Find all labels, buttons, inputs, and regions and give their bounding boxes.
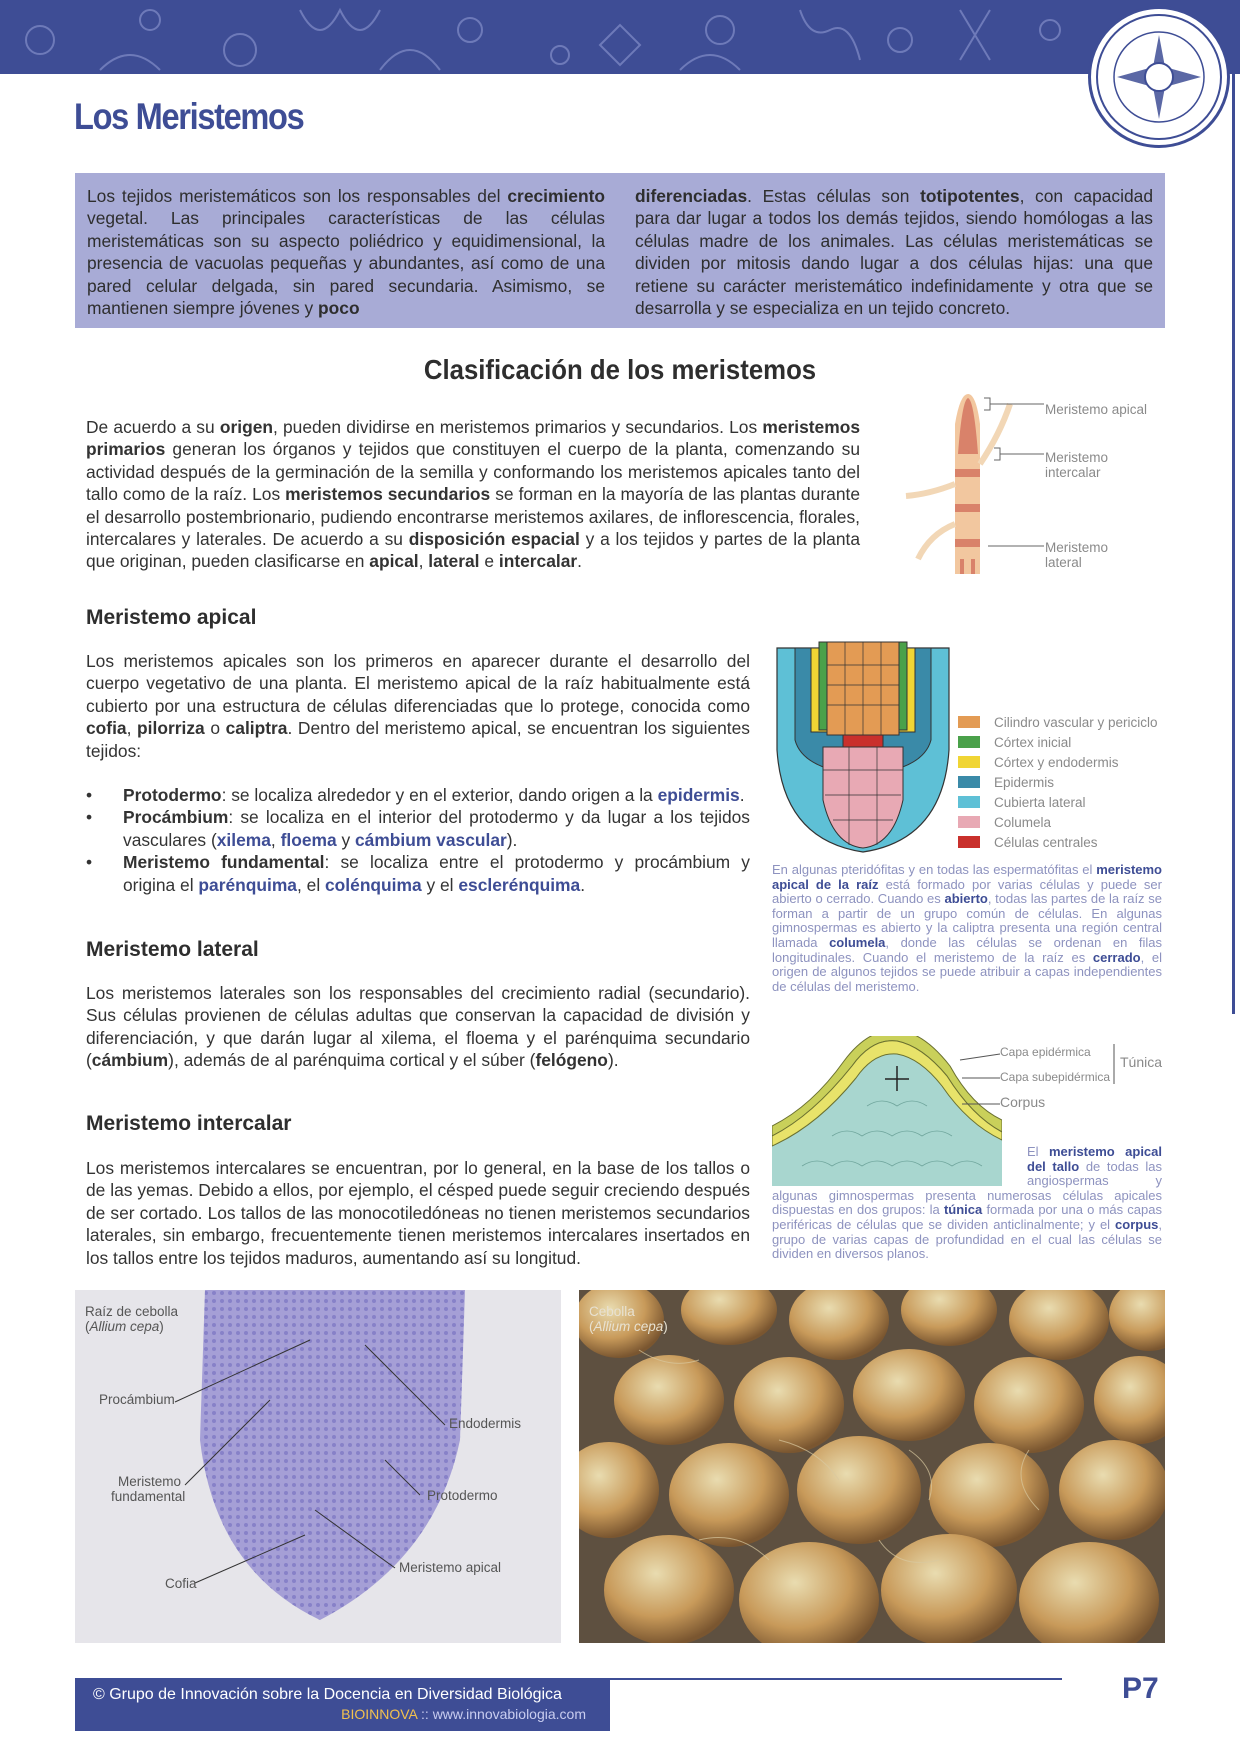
onion-photo	[579, 1290, 1165, 1643]
section-title: Clasificación de los meristemos	[423, 354, 817, 385]
legend-swatch	[958, 776, 980, 788]
list-item: • Protodermo: se localiza alrededor y en el exterior, dando origen a la epidermis.	[86, 784, 750, 806]
onion-image	[579, 1290, 1165, 1643]
footer-rule	[610, 1678, 1062, 1680]
legend-item: Cilindro vascular y periciclo	[958, 712, 1158, 732]
caption-spacer	[772, 1145, 1027, 1187]
footer-brand-line: BIOINNOVA :: www.innovabiologia.com	[341, 1706, 586, 1722]
list-item: • Procámbium: se localiza en el interior del protodermo y da lugar a los tejidos vasculares (xilema, floema y cámbium vascular).	[86, 806, 750, 851]
label-meristemo-intercalar: Meristemo intercalar	[1045, 450, 1109, 480]
label-cofia: Cofia	[165, 1576, 197, 1591]
footer-copyright: © Grupo de Innovación sobre la Docencia en Diversidad Biológica	[93, 1686, 562, 1703]
intercalar-heading: Meristemo intercalar	[86, 1112, 292, 1135]
legend-item: Cubierta lateral	[958, 792, 1158, 812]
lateral-paragraph: Los meristemos laterales son los responsables del crecimiento radial (secundario). Sus células provienen de células adultas que conservan la capacidad de división y diferenciación, y que darán lugar al xilema, el floema y el parénquima secundario (cámbium), además de al parénquima cortical y el súber (felógeno).	[86, 983, 750, 1071]
label-procambium: Procámbium	[99, 1392, 175, 1407]
page-number: P7	[1122, 1672, 1159, 1705]
legend-item: Células centrales	[958, 832, 1158, 852]
photo1-title: Raíz de cebolla (Allium cepa)	[85, 1304, 179, 1334]
micrograph-image	[75, 1290, 561, 1643]
lateral-heading: Meristemo lateral	[86, 938, 259, 961]
apical-heading: Meristemo apical	[86, 606, 257, 629]
legend-swatch	[958, 836, 980, 848]
label-meristemo-apical: Meristemo apical	[1045, 402, 1148, 417]
right-edge-bar	[1232, 74, 1235, 1014]
label-tunica: Túnica	[1120, 1054, 1163, 1070]
label-meristemo-fundamental: Meristemo fundamental	[111, 1474, 186, 1504]
root-legend	[958, 712, 1158, 852]
legend-item: Córtex y endodermis	[958, 752, 1158, 772]
apical-paragraph: Los meristemos apicales son los primeros en aparecer durante el desarrollo del cuerpo vegetativo de una planta. El meristemo apical de la raíz habitualmente está cubierto por una estructura de células diferenciadas que lo protege, conocida como cofia, pilorriza o caliptra. Dentro del meristemo apical, se encuentran los siguientes tejidos:	[86, 651, 750, 761]
tissue-list	[86, 784, 750, 896]
root-caption: En algunas pteridófitas y en todas las espermatófitas el meristemo apical de la raíz está formado por varias células y puede ser abierto o cerrado. Cuando es abierto, todas las partes de la raíz se forman a partir de un grupo común de células. En algunas gimnospermas es abierto y la caliptra presenta una región central llamada columela, donde las células se ordenan en filas longitudinales. Cuando el meristemo de la raíz es cerrado, el origen de algunos tejidos se puede atribuir a capas independientes de células del meristemo.	[772, 862, 1163, 994]
list-item: • Meristemo fundamental: se localiza entre el protodermo y procámbium y origina el parénquima, el colénquima y el esclerénquima.	[86, 851, 750, 896]
label-meristemo-apical-photo: Meristemo apical	[399, 1560, 502, 1575]
label-capa-epidermica: Capa epidérmica	[1000, 1045, 1091, 1059]
footer-box	[75, 1678, 610, 1731]
intro-left: Los tejidos meristemáticos son los responsables del crecimiento vegetal. Las principales características de las células meristemáticas son su aspecto poliédrico y equidimensional, la presencia de vacuolas pequeñas y abundantes, así como de una pared celular delgada, sin pared secundaria. Asimismo, se mantienen siempre jóvenes y poco	[87, 186, 605, 319]
stem-caption: El meristemo apical del tallo de todas las angiospermas y algunas gimnospermas presenta numerosas células apicales dispuestas en dos grupos: la túnica formada por una o más capas periféricas de células que se dividen anticlinalmente; y el corpus, grupo de varias capas de profundidad en el cual las células se dividen en diversos planos.	[772, 1144, 1163, 1262]
header-banner	[0, 0, 1240, 74]
label-protodermo: Protodermo	[427, 1488, 498, 1503]
label-capa-subepidermica: Capa subepidérmica	[1000, 1070, 1111, 1084]
intercalar-paragraph: Los meristemos intercalares se encuentran, por lo general, en la base de los tallos o de las yemas. Debido a ellos, por ejemplo, el césped puede seguir creciendo después de ser cortado. Los tallos de las monocotiledóneas no tienen meristemos secundarios laterales, sin embargo, frecuentemente tienen meristemos intercalares insertados en los tallos entre los tejidos maduros, aumentando así su longitud.	[86, 1158, 750, 1268]
university-seal	[1088, 6, 1230, 148]
page-title: Los Meristemos	[74, 96, 304, 137]
root-apex-diagram	[773, 640, 953, 855]
legend-swatch	[958, 816, 980, 828]
legend-swatch	[958, 756, 980, 768]
legend-item: Columela	[958, 812, 1158, 832]
label-meristemo-lateral: Meristemo lateral	[1045, 540, 1109, 570]
label-endodermis: Endodermis	[449, 1416, 522, 1431]
intro-box	[75, 173, 1165, 328]
label-corpus: Corpus	[1000, 1094, 1046, 1110]
footer-brand: BIOINNOVA	[341, 1706, 418, 1722]
legend-item: Córtex inicial	[958, 732, 1158, 752]
stem-label-lines	[980, 396, 1045, 566]
legend-item: Epidermis	[958, 772, 1158, 792]
footer-url[interactable]: www.innovabiologia.com	[432, 1706, 586, 1722]
classification-paragraph: De acuerdo a su origen, pueden dividirse en meristemos primarios y secundarios. Los meristemos primarios generan los órganos y tejidos que constituyen el cuerpo de la planta, comenzando su actividad después de la germinación de la semilla y conformando los meristemos apicales tanto del tallo como de la raíz. Los meristemos secundarios se forman en la mayoría de las plantas durante el desarrollo postembrionario, pudiendo encontrarse meristemos axilares, de inflorescencia, florales, intercalares y laterales. De acuerdo a su disposición espacial y a los tejidos y partes de la planta que originan, pueden clasificarse en apical, lateral e intercalar.	[86, 417, 861, 572]
intro-right: diferenciadas. Estas células son totipotentes, con capacidad para dar lugar a todos los demás tejidos, siendo homólogas a las células madre de los animales. Las células meristemáticas se dividen por mitosis dando lugar a dos células hijas: una que retiene su carácter meristemático indefinidamente y otra que se desarrolla y se especializa en un tejido concreto.	[635, 186, 1153, 319]
legend-swatch	[958, 716, 980, 728]
legend-swatch	[958, 736, 980, 748]
photo2-title: Cebolla (Allium cepa)	[589, 1304, 668, 1334]
legend-swatch	[958, 796, 980, 808]
root-micrograph	[75, 1290, 561, 1643]
doodle-pattern	[0, 0, 1240, 74]
